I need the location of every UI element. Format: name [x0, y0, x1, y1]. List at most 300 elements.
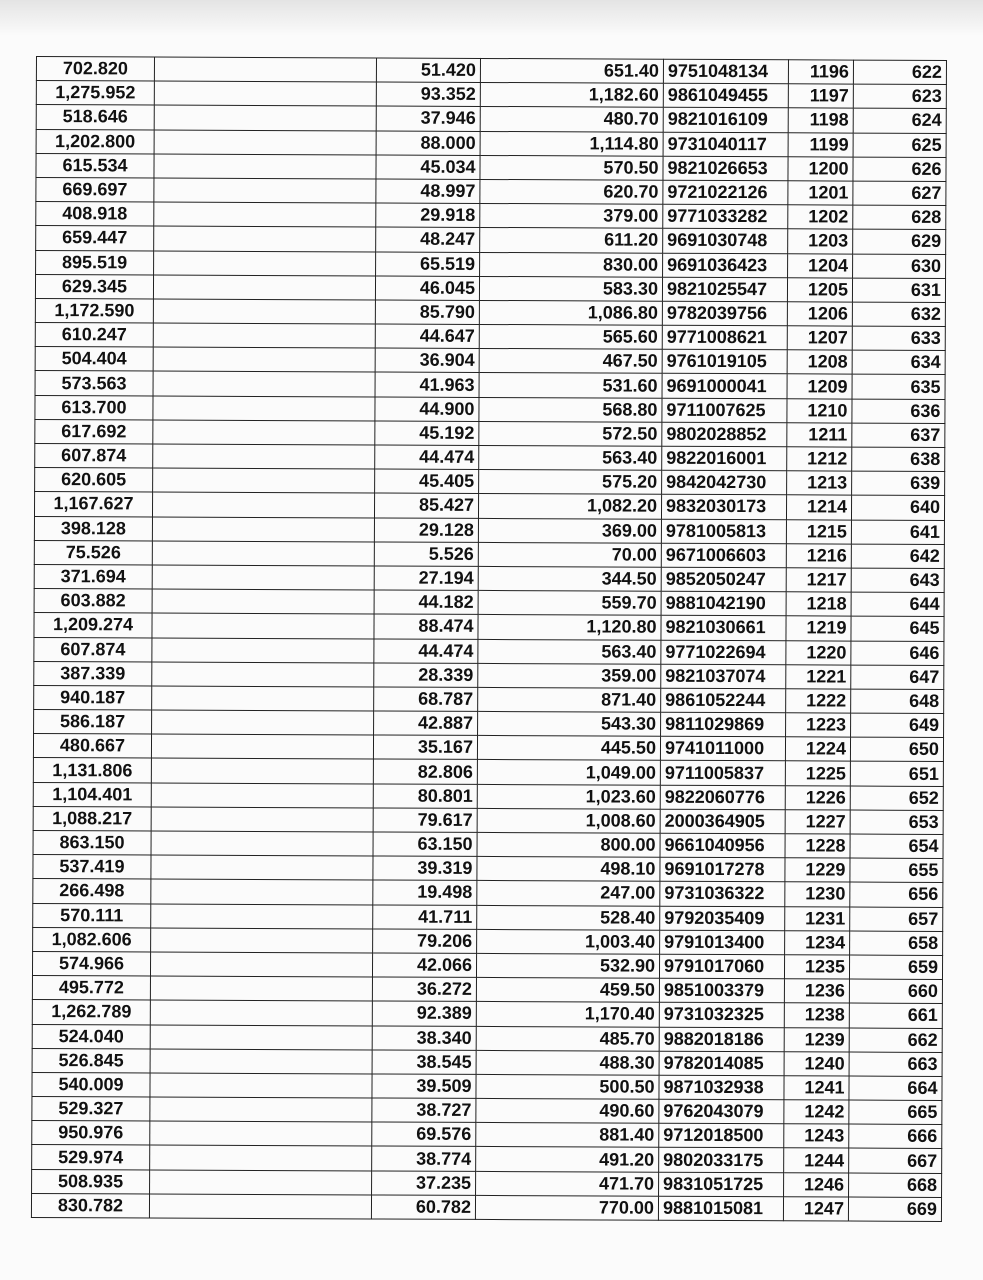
index-cell: 629 [853, 229, 946, 254]
tax-cell: 41.963 [375, 372, 479, 397]
index-cell: 657 [850, 907, 943, 932]
serial-cell: 1240 [784, 1051, 849, 1075]
index-cell: 649 [851, 713, 944, 738]
amount-cell: 532.90 [476, 953, 659, 978]
account-cell: 9771033282 [663, 204, 788, 229]
tax-cell: 37.946 [376, 106, 480, 131]
tax-cell: 48.997 [376, 179, 480, 204]
amount-cell: 568.80 [479, 397, 662, 422]
serial-cell: 1242 [784, 1100, 849, 1124]
blank-cell [151, 928, 373, 953]
amount-cell: 620.70 [480, 179, 663, 204]
total-cell: 540.009 [32, 1072, 150, 1097]
index-cell: 633 [852, 326, 945, 351]
total-cell: 524.040 [32, 1024, 150, 1049]
index-cell: 664 [849, 1076, 942, 1101]
blank-cell [153, 444, 375, 469]
tax-cell: 85.427 [374, 493, 478, 518]
account-cell: 9781005813 [661, 519, 786, 544]
tax-cell: 44.647 [375, 324, 479, 349]
amount-cell: 488.30 [476, 1050, 659, 1075]
amount-cell: 1,008.60 [477, 808, 660, 833]
serial-cell: 1228 [785, 834, 850, 858]
blank-cell [154, 81, 376, 106]
serial-cell: 1212 [787, 447, 852, 471]
blank-cell [153, 275, 375, 300]
blank-cell [151, 758, 373, 783]
total-cell: 586.187 [34, 710, 152, 735]
tax-cell: 39.319 [373, 856, 477, 881]
account-cell: 9831051725 [659, 1172, 784, 1197]
total-cell: 1,104.401 [33, 782, 151, 807]
scan-top-shadow [0, 0, 983, 36]
blank-cell [153, 299, 375, 324]
blank-cell [152, 589, 374, 614]
blank-cell [150, 1049, 372, 1074]
account-cell: 9691036423 [663, 253, 788, 278]
blank-cell [151, 807, 373, 832]
serial-cell: 1218 [786, 592, 851, 616]
account-cell: 9782014085 [659, 1051, 784, 1076]
tax-cell: 38.545 [372, 1050, 476, 1075]
index-cell: 646 [851, 641, 944, 666]
index-cell: 660 [849, 979, 942, 1004]
index-cell: 623 [853, 84, 946, 109]
account-cell: 9822060776 [660, 785, 785, 810]
account-cell: 9711007625 [662, 398, 787, 423]
tax-cell: 88.474 [374, 614, 478, 639]
blank-cell [152, 492, 374, 517]
blank-cell [151, 855, 373, 880]
tax-cell: 48.247 [376, 227, 480, 252]
blank-cell [151, 831, 373, 856]
blank-cell [154, 202, 376, 227]
amount-cell: 445.50 [477, 736, 660, 761]
index-cell: 668 [849, 1173, 942, 1198]
total-cell: 570.111 [33, 903, 151, 928]
serial-cell: 1227 [785, 810, 850, 834]
account-cell: 9861049455 [663, 83, 788, 108]
blank-cell [153, 468, 375, 493]
amount-cell: 572.50 [479, 421, 662, 446]
account-cell: 9741011000 [660, 736, 785, 761]
index-cell: 645 [851, 616, 944, 641]
total-cell: 610.247 [35, 323, 153, 348]
total-cell: 940.187 [34, 685, 152, 710]
total-cell: 613.700 [35, 395, 153, 420]
serial-cell: 1211 [787, 423, 852, 447]
account-cell: 9811029869 [661, 712, 786, 737]
account-cell: 9782039756 [662, 301, 787, 326]
serial-cell: 1247 [783, 1197, 848, 1221]
amount-cell: 369.00 [478, 518, 661, 543]
total-cell: 398.128 [34, 516, 152, 541]
tax-cell: 44.182 [374, 590, 478, 615]
total-cell: 617.692 [35, 419, 153, 444]
tax-cell: 41.711 [373, 905, 477, 930]
data-table [31, 56, 947, 1222]
serial-cell: 1239 [784, 1027, 849, 1051]
account-cell: 9861052244 [661, 688, 786, 713]
amount-cell: 563.40 [478, 639, 661, 664]
account-cell: 9691000041 [662, 374, 787, 399]
amount-cell: 359.00 [478, 663, 661, 688]
index-cell: 626 [853, 157, 946, 182]
tax-cell: 36.904 [375, 348, 479, 373]
blank-cell [153, 371, 375, 396]
blank-cell [152, 541, 374, 566]
tax-cell: 92.389 [372, 1001, 476, 1026]
account-cell: 9711005837 [660, 761, 785, 786]
blank-cell [151, 904, 373, 929]
account-cell: 9852050247 [661, 567, 786, 592]
tax-cell: 36.272 [372, 977, 476, 1002]
blank-cell [150, 1073, 372, 1098]
blank-cell [150, 1000, 372, 1025]
blank-cell [153, 347, 375, 372]
serial-cell: 1226 [785, 785, 850, 809]
tax-cell: 45.034 [376, 155, 480, 180]
index-cell: 650 [850, 737, 943, 762]
tax-cell: 88.000 [376, 131, 480, 156]
account-cell: 9731032325 [659, 1003, 784, 1028]
index-cell: 637 [852, 423, 945, 448]
serial-cell: 1206 [787, 302, 852, 326]
total-cell: 950.976 [32, 1121, 150, 1146]
index-cell: 638 [852, 447, 945, 472]
account-cell: 9802028852 [662, 422, 787, 447]
serial-cell: 1216 [786, 544, 851, 568]
amount-cell: 490.60 [476, 1098, 659, 1123]
account-cell: 9771022694 [661, 640, 786, 665]
account-cell: 9791013400 [660, 930, 785, 955]
index-cell: 666 [849, 1124, 942, 1149]
index-cell: 644 [851, 592, 944, 617]
total-cell: 1,275.952 [36, 81, 154, 106]
amount-cell: 583.30 [479, 276, 662, 301]
index-cell: 652 [850, 786, 943, 811]
total-cell: 75.526 [34, 540, 152, 565]
tax-cell: 68.787 [374, 687, 478, 712]
total-cell: 603.882 [34, 589, 152, 614]
account-cell: 9882018186 [659, 1027, 784, 1052]
blank-cell [153, 323, 375, 348]
blank-cell [154, 226, 376, 251]
scanned-sheet [31, 56, 946, 1274]
tax-cell: 69.576 [372, 1122, 476, 1147]
amount-cell: 491.20 [476, 1147, 659, 1172]
total-cell: 895.519 [36, 250, 154, 275]
tax-cell: 51.420 [376, 58, 480, 83]
blank-cell [154, 178, 376, 203]
serial-cell: 1208 [787, 350, 852, 374]
amount-cell: 70.00 [478, 542, 661, 567]
tax-cell: 28.339 [374, 663, 478, 688]
serial-cell: 1222 [786, 689, 851, 713]
total-cell: 529.974 [32, 1145, 150, 1170]
amount-cell: 467.50 [479, 349, 662, 374]
tax-cell: 93.352 [376, 82, 480, 107]
blank-cell [154, 105, 376, 130]
amount-cell: 459.50 [476, 978, 659, 1003]
total-cell: 1,088.217 [33, 806, 151, 831]
blank-cell [150, 1121, 372, 1146]
index-cell: 634 [852, 350, 945, 375]
account-cell: 2000364905 [660, 809, 785, 834]
amount-cell: 570.50 [480, 155, 663, 180]
tax-cell: 44.474 [374, 638, 478, 663]
account-cell: 9771008621 [662, 325, 787, 350]
serial-cell: 1225 [785, 761, 850, 785]
serial-cell: 1244 [784, 1148, 849, 1172]
account-cell: 9821026653 [663, 156, 788, 181]
index-cell: 656 [850, 882, 943, 907]
serial-cell: 1203 [788, 229, 853, 253]
account-cell: 9802033175 [659, 1148, 784, 1173]
account-cell: 9691017278 [660, 857, 785, 882]
total-cell: 529.327 [32, 1097, 150, 1122]
total-cell: 1,262.789 [32, 1000, 150, 1025]
total-cell: 620.605 [35, 468, 153, 493]
amount-cell: 575.20 [479, 470, 662, 495]
blank-cell [150, 1170, 372, 1195]
amount-cell: 528.40 [477, 905, 660, 930]
serial-cell: 1229 [785, 858, 850, 882]
amount-cell: 247.00 [477, 881, 660, 906]
total-cell: 615.534 [36, 153, 154, 178]
tax-cell: 45.405 [375, 469, 479, 494]
total-cell: 266.498 [33, 879, 151, 904]
amount-cell: 1,182.60 [480, 83, 663, 108]
index-cell: 640 [851, 495, 944, 520]
total-cell: 508.935 [32, 1169, 150, 1194]
tax-cell: 38.340 [372, 1025, 476, 1050]
tax-cell: 42.887 [374, 711, 478, 736]
amount-cell: 1,170.40 [476, 1002, 659, 1027]
total-cell: 863.150 [33, 830, 151, 855]
table-body [31, 57, 946, 1222]
index-cell: 624 [853, 108, 946, 133]
index-cell: 636 [852, 399, 945, 424]
index-cell: 632 [852, 302, 945, 327]
index-cell: 661 [849, 1003, 942, 1028]
total-cell: 480.667 [33, 734, 151, 759]
account-cell: 9751048134 [663, 59, 788, 84]
amount-cell: 1,023.60 [477, 784, 660, 809]
blank-cell [151, 734, 373, 759]
account-cell: 9761019105 [662, 349, 787, 374]
amount-cell: 563.40 [479, 445, 662, 470]
serial-cell: 1235 [784, 955, 849, 979]
tax-cell: 38.774 [372, 1146, 476, 1171]
blank-cell [149, 1194, 371, 1219]
tax-cell: 19.498 [373, 880, 477, 905]
index-cell: 635 [852, 375, 945, 400]
blank-cell [152, 686, 374, 711]
tax-cell: 35.167 [373, 735, 477, 760]
total-cell: 702.820 [36, 57, 154, 82]
serial-cell: 1217 [786, 568, 851, 592]
total-cell: 574.966 [32, 951, 150, 976]
serial-cell: 1214 [786, 495, 851, 519]
serial-cell: 1197 [788, 84, 853, 108]
blank-cell [154, 130, 376, 155]
account-cell: 9881042190 [661, 591, 786, 616]
total-cell: 537.419 [33, 855, 151, 880]
serial-cell: 1219 [786, 616, 851, 640]
blank-cell [154, 57, 376, 82]
tax-cell: 39.509 [372, 1074, 476, 1099]
amount-cell: 871.40 [478, 687, 661, 712]
account-cell: 9821016109 [663, 108, 788, 133]
amount-cell: 1,120.80 [478, 615, 661, 640]
account-cell: 9842042730 [662, 470, 787, 495]
total-cell: 1,209.274 [34, 613, 152, 638]
amount-cell: 531.60 [479, 373, 662, 398]
total-cell: 408.918 [36, 202, 154, 227]
serial-cell: 1210 [787, 398, 852, 422]
serial-cell: 1213 [787, 471, 852, 495]
tax-cell: 5.526 [374, 542, 478, 567]
amount-cell: 651.40 [480, 58, 663, 83]
index-cell: 665 [849, 1100, 942, 1125]
amount-cell: 1,082.20 [478, 494, 661, 519]
blank-cell [152, 662, 374, 687]
blank-cell [150, 976, 372, 1001]
account-cell: 9821030661 [661, 616, 786, 641]
total-cell: 659.447 [36, 226, 154, 251]
total-cell: 504.404 [35, 347, 153, 372]
serial-cell: 1236 [784, 979, 849, 1003]
index-cell: 647 [851, 665, 944, 690]
blank-cell [150, 1145, 372, 1170]
index-cell: 655 [850, 858, 943, 883]
account-cell: 9871032938 [659, 1075, 784, 1100]
tax-cell: 60.782 [371, 1195, 475, 1220]
blank-cell [154, 154, 376, 179]
account-cell: 9821037074 [661, 664, 786, 689]
serial-cell: 1202 [788, 205, 853, 229]
total-cell: 830.782 [31, 1193, 149, 1218]
amount-cell: 611.20 [480, 228, 663, 253]
total-cell: 518.646 [36, 105, 154, 130]
tax-cell: 38.727 [372, 1098, 476, 1123]
total-cell: 371.694 [34, 564, 152, 589]
tax-cell: 29.128 [374, 518, 478, 543]
account-cell: 9832030173 [661, 495, 786, 520]
tax-cell: 85.790 [375, 300, 479, 325]
total-cell: 573.563 [35, 371, 153, 396]
tax-cell: 79.617 [373, 808, 477, 833]
serial-cell: 1204 [788, 253, 853, 277]
serial-cell: 1238 [784, 1003, 849, 1027]
serial-cell: 1223 [786, 713, 851, 737]
blank-cell [152, 638, 374, 663]
blank-cell [152, 565, 374, 590]
account-cell: 9691030748 [663, 229, 788, 254]
index-cell: 641 [851, 520, 944, 545]
amount-cell: 830.00 [480, 252, 663, 277]
account-cell: 9762043079 [659, 1099, 784, 1124]
amount-cell: 498.10 [477, 857, 660, 882]
account-cell: 9661040956 [660, 833, 785, 858]
serial-cell: 1199 [788, 132, 853, 156]
total-cell: 1,082.606 [33, 927, 151, 952]
tax-cell: 82.806 [373, 759, 477, 784]
index-cell: 643 [851, 568, 944, 593]
amount-cell: 471.70 [476, 1171, 659, 1196]
blank-cell [152, 613, 374, 638]
serial-cell: 1200 [788, 157, 853, 181]
index-cell: 639 [852, 471, 945, 496]
tax-cell: 27.194 [374, 566, 478, 591]
serial-cell: 1201 [788, 181, 853, 205]
tax-cell: 46.045 [375, 276, 479, 301]
tax-cell: 44.900 [375, 397, 479, 422]
tax-cell: 45.192 [375, 421, 479, 446]
account-cell: 9792035409 [660, 906, 785, 931]
tax-cell: 80.801 [373, 784, 477, 809]
index-cell: 630 [853, 254, 946, 279]
amount-cell: 485.70 [476, 1026, 659, 1051]
blank-cell [150, 1025, 372, 1050]
account-cell: 9821025547 [662, 277, 787, 302]
amount-cell: 1,003.40 [477, 929, 660, 954]
amount-cell: 565.60 [479, 324, 662, 349]
account-cell: 9731040117 [663, 132, 788, 157]
amount-cell: 1,086.80 [479, 300, 662, 325]
table-row [31, 1193, 941, 1221]
amount-cell: 559.70 [478, 591, 661, 616]
index-cell: 625 [853, 133, 946, 158]
total-cell: 1,131.806 [33, 758, 151, 783]
serial-cell: 1196 [788, 60, 853, 84]
index-cell: 622 [853, 60, 946, 85]
serial-cell: 1234 [785, 931, 850, 955]
index-cell: 628 [853, 205, 946, 230]
tax-cell: 63.150 [373, 832, 477, 857]
total-cell: 629.345 [35, 274, 153, 299]
index-cell: 667 [849, 1148, 942, 1173]
blank-cell [151, 879, 373, 904]
serial-cell: 1241 [784, 1076, 849, 1100]
total-cell: 387.339 [34, 661, 152, 686]
amount-cell: 1,114.80 [480, 131, 663, 156]
serial-cell: 1221 [786, 664, 851, 688]
account-cell: 9712018500 [659, 1123, 784, 1148]
serial-cell: 1215 [786, 519, 851, 543]
serial-cell: 1220 [786, 640, 851, 664]
total-cell: 495.772 [32, 976, 150, 1001]
total-cell: 1,172.590 [35, 298, 153, 323]
total-cell: 1,202.800 [36, 129, 154, 154]
index-cell: 653 [850, 810, 943, 835]
amount-cell: 881.40 [476, 1123, 659, 1148]
account-cell: 9791017060 [659, 954, 784, 979]
account-cell: 9731036322 [660, 882, 785, 907]
blank-cell [151, 783, 373, 808]
index-cell: 658 [850, 931, 943, 956]
total-cell: 607.874 [35, 443, 153, 468]
blank-cell [150, 952, 372, 977]
total-cell: 1,167.627 [34, 492, 152, 517]
serial-cell: 1198 [788, 108, 853, 132]
tax-cell: 37.235 [372, 1171, 476, 1196]
blank-cell [150, 1097, 372, 1122]
index-cell: 642 [851, 544, 944, 569]
index-cell: 659 [849, 955, 942, 980]
account-cell: 9721022126 [663, 180, 788, 205]
